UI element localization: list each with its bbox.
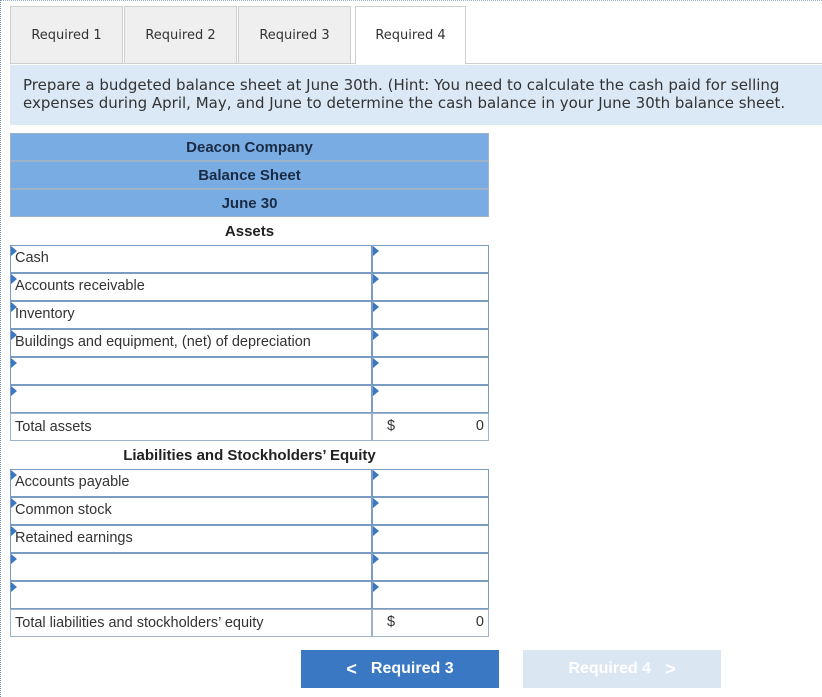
frame-top-border [0, 0, 822, 1]
previous-required-button[interactable] [301, 650, 499, 688]
chevron-left-icon: < [346, 658, 357, 679]
frame-left-border [0, 0, 1, 697]
asset-amount-input[interactable] [372, 385, 489, 413]
dropdown-marker-icon [11, 386, 17, 396]
asset-amount-input[interactable] [372, 357, 489, 385]
asset-row [10, 357, 489, 385]
tab-required-1[interactable]: Required 1 [10, 6, 123, 64]
total-liabilities-value [372, 609, 489, 637]
liability-amount-input[interactable] [372, 497, 489, 525]
dropdown-marker-icon [11, 582, 17, 592]
asset-row [10, 329, 489, 357]
total-liabilities-currency: $ [387, 614, 396, 630]
dropdown-marker-icon [11, 330, 17, 340]
asset-label-text: Inventory [15, 306, 75, 322]
liability-row [10, 525, 489, 553]
asset-row [10, 385, 489, 413]
sheet-date: June 30 [10, 189, 489, 217]
tab-required-2[interactable]: Required 2 [124, 6, 237, 64]
total-assets-row [10, 413, 489, 441]
liability-label-text: Retained earnings [15, 530, 133, 546]
liability-amount-input[interactable] [372, 581, 489, 609]
asset-amount-input[interactable] [372, 329, 489, 357]
liability-row [10, 553, 489, 581]
dropdown-marker-icon [373, 358, 379, 368]
asset-label-input[interactable] [10, 357, 372, 385]
dropdown-marker-icon [373, 246, 379, 256]
total-liabilities-row [10, 609, 489, 637]
instruction-box [10, 65, 822, 125]
next-required-button[interactable] [523, 650, 721, 688]
liability-label-input[interactable] [10, 581, 372, 609]
total-assets-amount: 0 [475, 418, 484, 434]
liabilities-heading: Liabilities and Stockholders’ Equity [123, 446, 376, 464]
dropdown-marker-icon [11, 302, 17, 312]
total-assets-value [372, 413, 489, 441]
total-liabilities-label: Total liabilities and stockholders’ equity [10, 609, 372, 637]
dropdown-marker-icon [373, 330, 379, 340]
liability-label-text: Accounts payable [15, 474, 130, 490]
company-name: Deacon Company [10, 133, 489, 161]
dropdown-marker-icon [11, 526, 17, 536]
asset-label-input[interactable] [10, 329, 372, 357]
liability-row [10, 581, 489, 609]
dropdown-marker-icon [373, 498, 379, 508]
dropdown-marker-icon [11, 498, 17, 508]
instruction-line-1: Prepare a budgeted balance sheet at June 30th. (Hint: You need to calculate the cash paid for selling [23, 76, 780, 94]
liability-label-text: Common stock [15, 502, 112, 518]
asset-label-input[interactable] [10, 301, 372, 329]
liability-amount-input[interactable] [372, 469, 489, 497]
sheet-title: Balance Sheet [10, 161, 489, 189]
asset-label-input[interactable] [10, 385, 372, 413]
dropdown-marker-icon [11, 274, 17, 284]
dropdown-marker-icon [373, 470, 379, 480]
asset-label-input[interactable] [10, 273, 372, 301]
dropdown-marker-icon [11, 246, 17, 256]
asset-label-text: Accounts receivable [15, 278, 145, 294]
liability-label-input[interactable] [10, 469, 372, 497]
liability-amount-input[interactable] [372, 553, 489, 581]
tab-required-3[interactable]: Required 3 [238, 6, 351, 64]
asset-amount-input[interactable] [372, 301, 489, 329]
dropdown-marker-icon [373, 582, 379, 592]
chevron-right-icon: > [665, 658, 676, 679]
asset-row [10, 301, 489, 329]
total-liabilities-amount: 0 [475, 614, 484, 630]
instruction-line-2: expenses during April, May, and June to determine the cash balance in your June 30th balance sheet. [23, 94, 786, 112]
dropdown-marker-icon [373, 302, 379, 312]
asset-row [10, 273, 489, 301]
liability-label-input[interactable] [10, 497, 372, 525]
dropdown-marker-icon [373, 554, 379, 564]
asset-label-text: Buildings and equipment, (net) of depreciation [15, 334, 311, 350]
asset-amount-input[interactable] [372, 273, 489, 301]
asset-amount-input[interactable] [372, 245, 489, 273]
dropdown-marker-icon [373, 386, 379, 396]
dropdown-marker-icon [373, 274, 379, 284]
total-assets-label: Total assets [10, 413, 372, 441]
liability-row [10, 497, 489, 525]
liability-row [10, 469, 489, 497]
previous-button-label: Required 3 [370, 660, 454, 677]
liability-label-input[interactable] [10, 553, 372, 581]
next-button-label: Required 4 [568, 660, 652, 677]
assets-heading: Assets [224, 222, 275, 240]
liability-label-input[interactable] [10, 525, 372, 553]
dropdown-marker-icon [11, 554, 17, 564]
asset-label-text: Cash [15, 250, 49, 266]
dropdown-marker-icon [373, 526, 379, 536]
tab-required-4[interactable]: Required 4 [355, 6, 466, 65]
total-assets-currency: $ [387, 418, 396, 434]
liability-amount-input[interactable] [372, 525, 489, 553]
dropdown-marker-icon [11, 358, 17, 368]
asset-label-input[interactable] [10, 245, 372, 273]
asset-row [10, 245, 489, 273]
dropdown-marker-icon [11, 470, 17, 480]
